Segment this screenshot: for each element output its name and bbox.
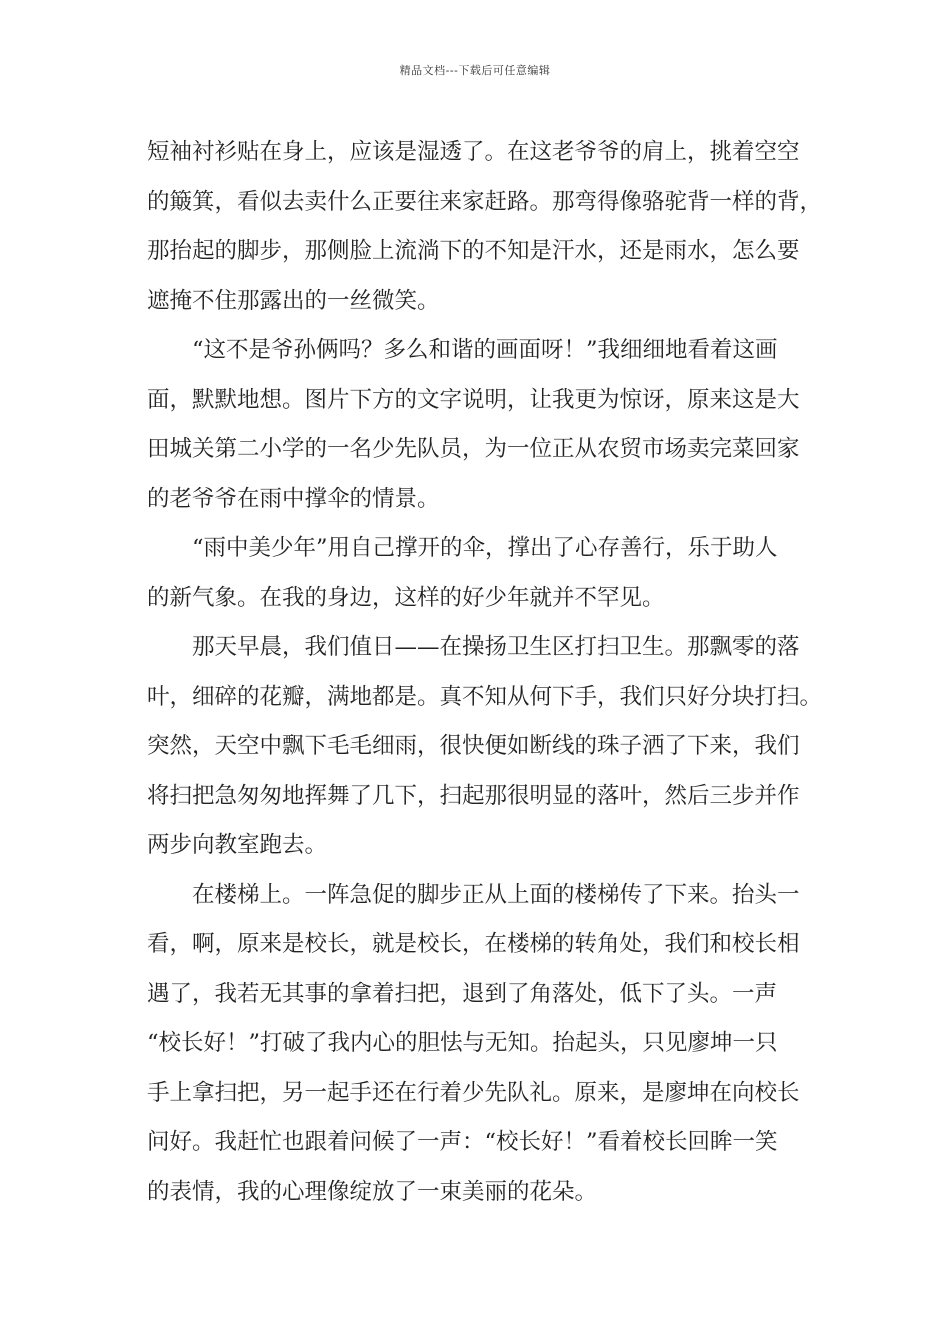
text-line: 问好。我赶忙也跟着问候了一声：“校长好！”看着校长回眸一笑: [147, 1129, 778, 1155]
text-line: 那抬起的脚步，那侧脸上流淌下的不知是汗水，还是雨水，怎么要: [147, 238, 800, 264]
text-line: 那天早晨，我们值日——在操扬卫生区打扫卫生。那飘零的落: [192, 634, 800, 660]
text-line: 看，啊，原来是校长，就是校长，在楼梯的转角处，我们和校长相: [147, 931, 800, 957]
text-line: 的簸箕，看似去卖什么正要往来家赶路。那弯得像骆驼背一样的背，: [147, 188, 823, 215]
text-line: 短袖衬衫贴在身上，应该是湿透了。在这老爷爷的肩上，挑着空空: [147, 139, 800, 165]
text-line: 面，默默地想。图片下方的文字说明，让我更为惊讶，原来这是大: [147, 386, 800, 413]
text-line: “这不是爷孙俩吗？多么和谐的画面呀！”我细细地看着这画: [192, 337, 778, 363]
text-line: “雨中美少年”用自己撑开的伞，撑出了心存善行，乐于助人: [192, 535, 778, 561]
page-header: 精品文档---下载后可任意编辑: [399, 64, 551, 77]
text-line: “校长好！”打破了我内心的胆怯与无知。抬起头，只见廖坤一只: [147, 1030, 778, 1056]
text-line: 手上拿扫把，另一起手还在行着少先队礼。原来，是廖坤在向校长: [147, 1079, 800, 1106]
text-line: 两步向教室跑去。: [147, 832, 328, 858]
paragraph: [147, 623, 823, 871]
text-line: 将扫把急匆匆地挥舞了几下，扫起那很明显的落叶，然后三步并作: [147, 782, 800, 809]
text-line: 的新气象。在我的身边，这样的好少年就并不罕见。: [147, 584, 665, 611]
paragraph: [147, 128, 823, 326]
text-line: 遇了，我若无其事的拿着扫把，退到了角落处，低下了头。一声: [147, 980, 778, 1007]
text-line: 田城关第二小学的一名少先队员，为一位正从农贸市场卖完菜回家: [147, 436, 800, 462]
paragraph: [147, 871, 807, 1218]
paragraph: [147, 326, 807, 524]
text-line: 在楼梯上。一阵急促的脚步正从上面的楼梯传了下来。抬头一: [192, 881, 800, 908]
text-line: 遮掩不住那露出的一丝微笑。: [147, 287, 440, 314]
text-line: 叶，细碎的花瓣，满地都是。真不知从何下手，我们只好分块打扫。: [147, 683, 823, 710]
text-line: 的老爷爷在雨中撑伞的情景。: [147, 485, 440, 512]
text-line: 的表情，我的心理像绽放了一束美丽的花朵。: [147, 1178, 598, 1205]
paragraph: [147, 524, 807, 623]
document-body: [147, 128, 823, 1217]
text-line: 突然，天空中飘下毛毛细雨，很快便如断线的珠子洒了下来，我们: [147, 733, 800, 759]
